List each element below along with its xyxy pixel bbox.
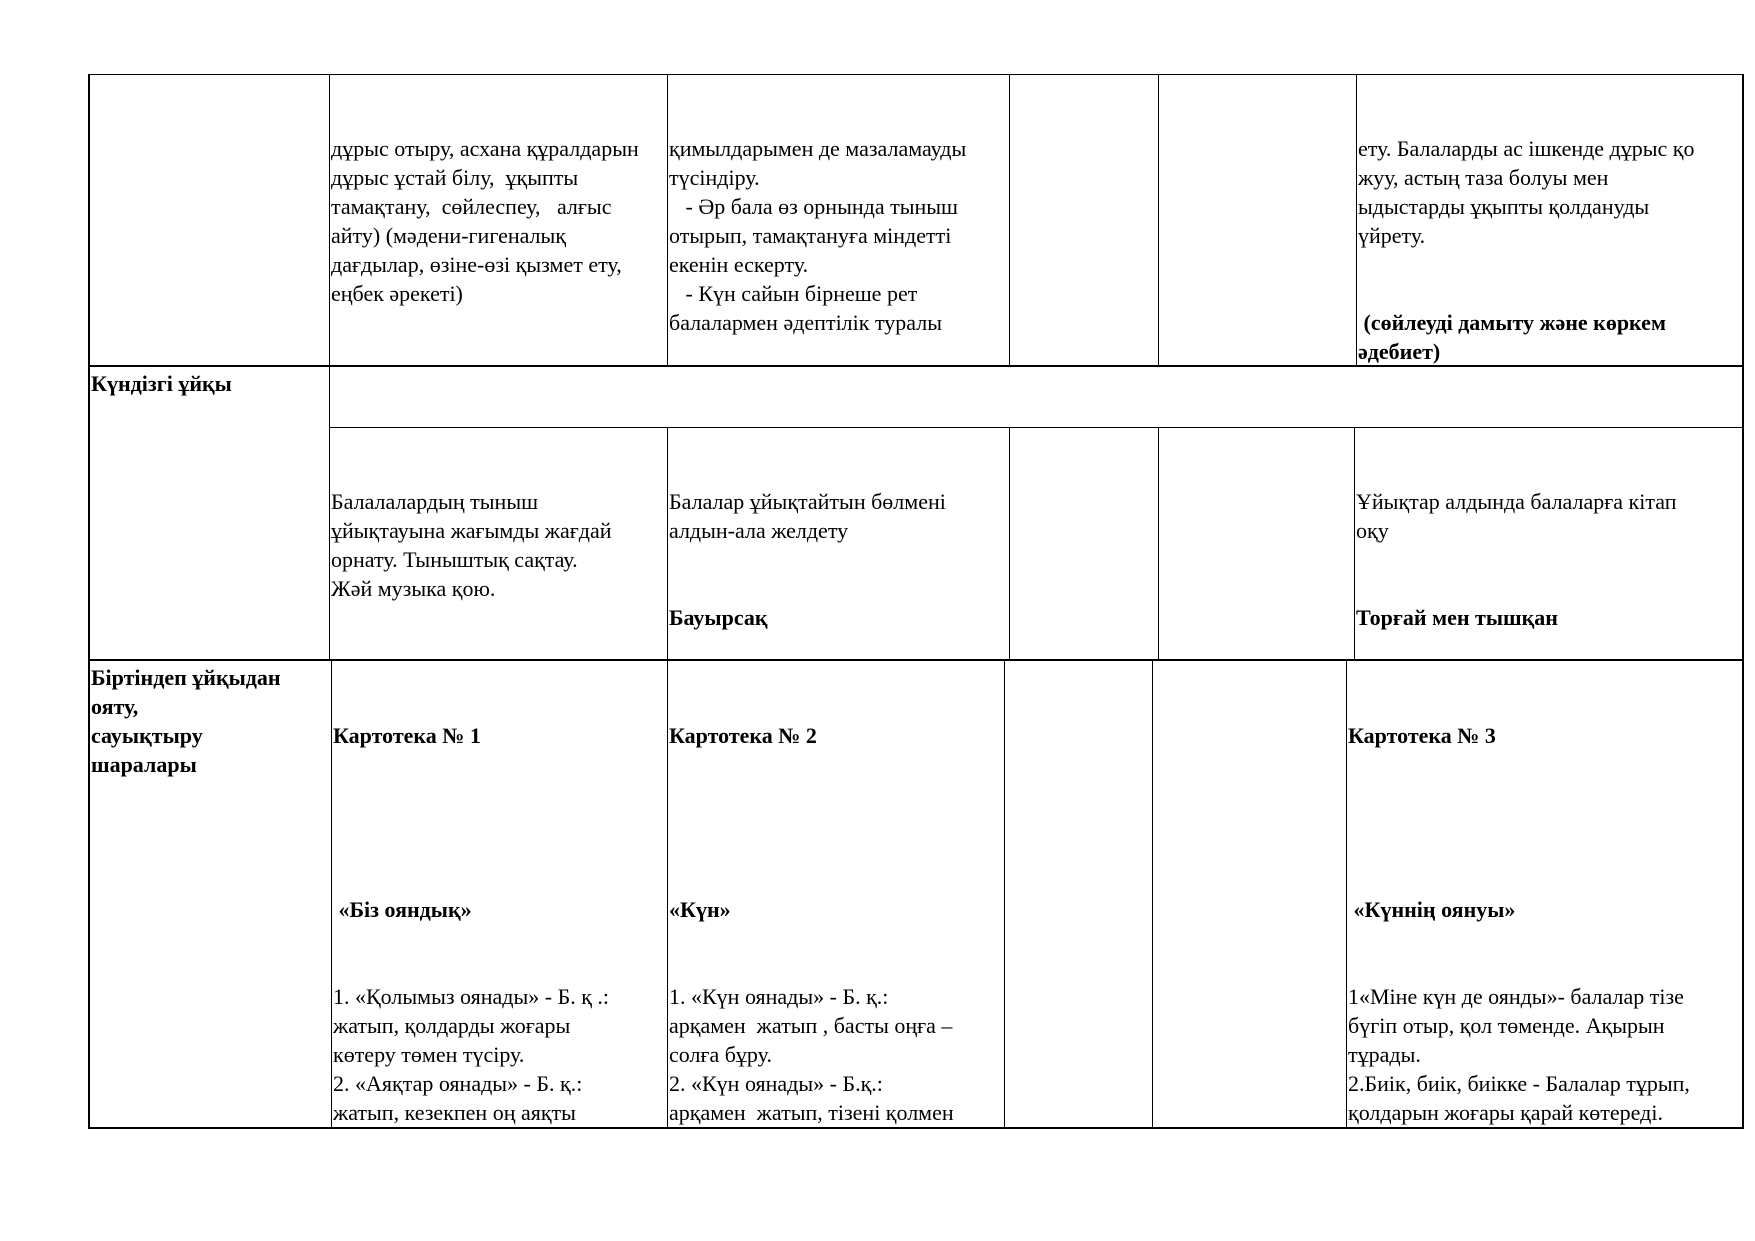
row3-col1-spacer xyxy=(333,808,666,837)
text-line: арқамен жатып, тізені қолмен xyxy=(669,1100,954,1125)
row2-col2-text-a xyxy=(669,487,1008,545)
row2-col-line-3 xyxy=(1009,428,1010,660)
text-line: - Күн сайын бірнеше рет xyxy=(669,281,918,306)
text-line: - Әр бала өз орнында тыныш xyxy=(669,194,958,219)
row2-col-line-4 xyxy=(1158,428,1159,660)
row2-col1-cell xyxy=(331,429,666,658)
table-bottom-line xyxy=(88,1127,1744,1129)
text-line: айту) (мәдени-гигеналық xyxy=(331,223,567,248)
row1-col1-cell xyxy=(331,76,666,364)
text-line: 1. «Күн оянады» - Б. қ.: xyxy=(669,984,889,1009)
text-line: Жәй музыка қою. xyxy=(331,576,496,601)
row2-col-line-1 xyxy=(329,366,330,660)
text-line: екенін ескерту. xyxy=(669,252,809,277)
goal-bottom-line xyxy=(329,427,1744,428)
text-line: ояту, xyxy=(91,694,139,719)
row1-col-line-1 xyxy=(329,74,330,366)
row3-col1-subtitle: «Біз ояндық» xyxy=(333,897,472,922)
text-line: алдын-ала желдету xyxy=(669,518,849,543)
row1-col1-text xyxy=(331,134,666,308)
row2-col5-cell xyxy=(1356,429,1741,658)
text-line: Торғай мен тышқан xyxy=(1356,605,1558,630)
text-line: дұрыс отыру, асхана құралдарын xyxy=(331,136,639,161)
row3-col2-text xyxy=(669,982,1003,1126)
row3-col2-spacer xyxy=(669,808,1003,837)
text-line: сауықтыру xyxy=(91,723,203,748)
row2-col5-text-a xyxy=(1356,487,1741,545)
text-line: жуу, астың таза болуы мен xyxy=(1358,165,1609,190)
row3-col2-subtitle: «Күн» xyxy=(669,897,731,922)
table-border-left xyxy=(88,74,90,1129)
text-line: тұрады. xyxy=(1348,1042,1421,1067)
row1-col-line-4 xyxy=(1158,74,1159,366)
text-line: қимылдарымен де мазаламауды xyxy=(669,136,967,161)
row3-col1-title: Картотека № 1 xyxy=(333,723,481,748)
row3-col2-title: Картотека № 2 xyxy=(669,723,817,748)
text-line: жатып, кезекпен оң аяқты xyxy=(333,1100,576,1125)
text-line: дұрыс ұстай білу, ұқыпты xyxy=(331,165,579,190)
row1-col-line-2 xyxy=(667,74,668,366)
row2-col5-bold-a xyxy=(1356,603,1741,632)
text-line: Біртіндеп ұйқыдан xyxy=(91,665,281,690)
text-line: көтеру төмен түсіру. xyxy=(333,1042,525,1067)
text-line: ұйықтауына жағымды жағдай xyxy=(331,518,612,543)
row1-col5-cell xyxy=(1358,76,1741,364)
text-line: қолдарын жоғары қарай көтереді. xyxy=(1348,1100,1663,1125)
row3-col5-cell xyxy=(1348,663,1741,1126)
text-line: отырып, тамақтануға міндетті xyxy=(669,223,952,248)
text-line: балалармен әдептілік туралы xyxy=(669,310,943,335)
text-line: 1. «Қолымыз оянады» - Б. қ .: xyxy=(333,984,610,1009)
text-line: Ұйықтар алдында балаларға кітап xyxy=(1356,489,1677,514)
text-line: түсіндіру. xyxy=(669,165,760,190)
row3-col1-cell xyxy=(333,663,666,1126)
text-line: бүгіп отыр, қол төменде. Ақырын xyxy=(1348,1013,1665,1038)
row2-label: Күндізгі ұйқы xyxy=(91,371,232,396)
row1-col2-cell xyxy=(669,76,1008,364)
text-line: еңбек әрекеті) xyxy=(331,281,463,306)
row3-col5-title: Картотека № 3 xyxy=(1348,723,1496,748)
text-line: 2. «Аяқтар оянады» - Б. қ.: xyxy=(333,1071,583,1096)
row1-col-line-3 xyxy=(1009,74,1010,366)
text-line: дағдылар, өзіне-өзі қызмет ету, xyxy=(331,252,622,277)
row2-col-line-2 xyxy=(667,428,668,660)
text-line: әдебиет) xyxy=(1358,339,1441,364)
row2-col2-cell xyxy=(669,429,1008,658)
text-line: 2. «Күн оянады» - Б.қ.: xyxy=(669,1071,883,1096)
row3-col-line-1 xyxy=(331,660,332,1128)
text-line: үйрету. xyxy=(1358,223,1426,248)
row1-top-line xyxy=(88,74,1744,75)
row3-col1-text xyxy=(333,982,666,1126)
text-line: ыдыстарды ұқыпты қолдануды xyxy=(1358,194,1650,219)
text-line: ету. Балаларды ас ішкенде дұрыс қо xyxy=(1358,136,1695,161)
row1-col5-text xyxy=(1358,134,1741,250)
text-line: арқамен жатып , басты оңға – xyxy=(669,1013,953,1038)
text-line: тамақтану, сөйлеспеу, алғыс xyxy=(331,194,612,219)
table-border-right xyxy=(1742,74,1744,1129)
text-line: Балалалардың тыныш xyxy=(331,489,539,514)
row1-col2-text xyxy=(669,134,1008,337)
row3-col-line-3 xyxy=(1004,660,1005,1128)
row2-col-line-5 xyxy=(1354,428,1355,660)
row2-top-line xyxy=(88,365,1744,367)
row2-col2-bold-a xyxy=(669,603,1008,632)
text-line: Балалар ұйықтайтын бөлмені xyxy=(669,489,946,514)
row3-col5-subtitle: «Күннің оянуы» xyxy=(1348,897,1516,922)
text-line: Бауырсақ xyxy=(669,605,768,630)
row1-col5-bold-text xyxy=(1358,308,1741,364)
row3-col2-cell xyxy=(669,663,1003,1126)
text-line: 2.Биік, биік, биікке - Балалар тұрып, xyxy=(1348,1071,1690,1096)
text-line: жатып, қолдарды жоғары xyxy=(333,1013,571,1038)
text-line: шаралары xyxy=(91,752,197,777)
row3-top-line xyxy=(88,659,1744,661)
text-line: 1«Міне күн де оянды»- балалар тізе xyxy=(1348,984,1684,1009)
row3-col5-text xyxy=(1348,982,1741,1126)
row2-col1-text xyxy=(331,487,666,603)
row3-col5-spacer xyxy=(1348,808,1741,837)
row1-col-line-5 xyxy=(1356,74,1357,366)
row2-goal xyxy=(331,369,1741,427)
row3-label xyxy=(91,663,329,793)
row3-col-line-4 xyxy=(1152,660,1153,1128)
text-line: орнату. Тыныштық сақтау. xyxy=(331,547,578,572)
text-line: (сөйлеуді дамыту және көркем xyxy=(1358,310,1666,335)
text-line: оқу xyxy=(1356,518,1389,543)
text-line: солға бұру. xyxy=(669,1042,772,1067)
row3-col-line-2 xyxy=(667,660,668,1128)
row3-col-line-5 xyxy=(1346,660,1347,1128)
